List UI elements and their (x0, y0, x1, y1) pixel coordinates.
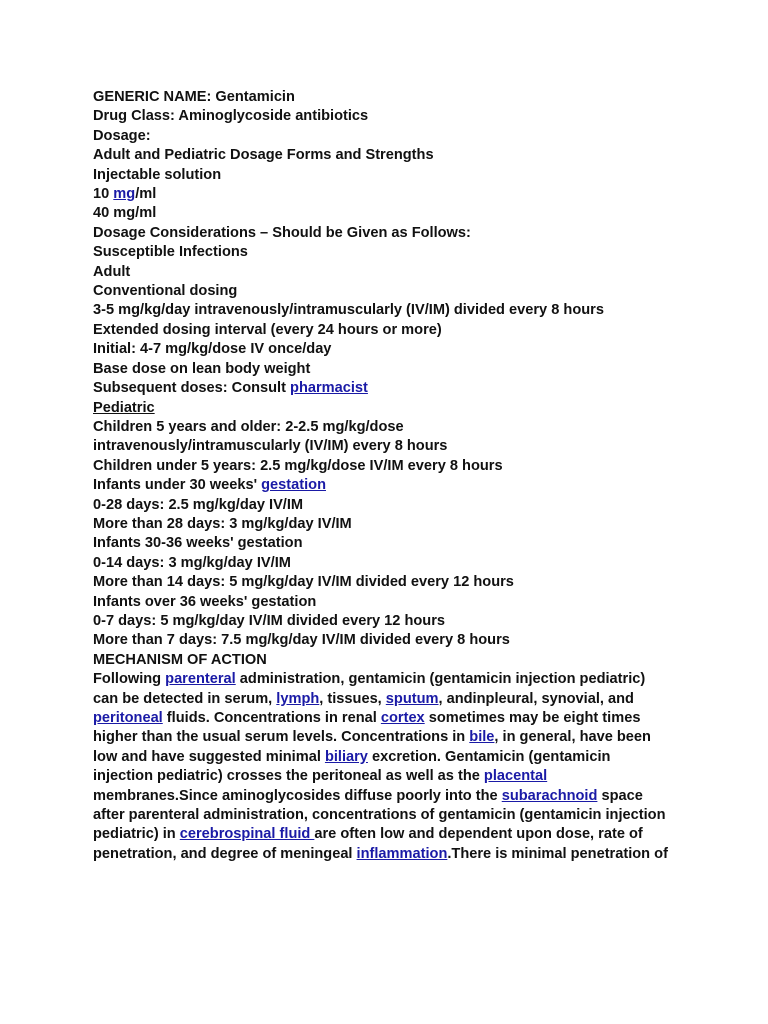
pharmacist-link[interactable]: pharmacist (290, 380, 368, 397)
subsequent-doses (93, 379, 683, 398)
subarachnoid-link[interactable]: subarachnoid (501, 787, 598, 804)
conventional-dose: 3-5 mg/kg/day intravenously/intramuscularly (IV/IM) divided every 8 hours (93, 302, 604, 319)
children-5-line-2: intravenously/intramuscularly (IV/IM) every 8 hours (93, 438, 448, 455)
mechanism-paragraph (93, 670, 668, 864)
sputum-link[interactable]: sputum (385, 690, 439, 707)
dose-0-14-days: 0-14 days: 3 mg/kg/day IV/IM (93, 554, 291, 571)
cerebrospinal-fluid-link[interactable]: cerebrospinal fluid (179, 826, 315, 843)
dosage-considerations: Dosage Considerations – Should be Given as Follows: (93, 224, 471, 241)
dose-more-14-days: More than 14 days: 5 mg/kg/day IV/IM divided every 12 hours (93, 574, 514, 591)
cortex-link[interactable]: cortex (380, 710, 425, 726)
drug-monograph-document (93, 88, 683, 864)
parenteral-link[interactable]: parenteral (165, 671, 236, 688)
mech-text-10: space after parenteral administration, concentrations of gentamicin (gentamicin injection pediatric) in (93, 787, 666, 843)
infants-under-30 (93, 476, 683, 495)
infants-30-36: Infants 30-36 weeks' gestation (93, 535, 303, 552)
drug-class: Drug Class: Aminoglycoside antibiotics (93, 108, 369, 125)
gestation-link[interactable]: gestation (261, 477, 326, 494)
lymph-link[interactable]: lymph (276, 690, 320, 707)
mech-text-8: excretion. Gentamicin (gentamicin injection pediatric) crosses the peritoneal as well as the (93, 748, 611, 785)
mech-text-1: Following (93, 671, 166, 688)
dose-0-7-days: 0-7 days: 5 mg/kg/day IV/IM divided every 12 hours (93, 612, 446, 629)
initial-dose: Initial: 4-7 mg/kg/dose IV once/day (93, 341, 332, 358)
children-5-line-1: Children 5 years and older: 2-2.5 mg/kg/dose (93, 418, 404, 435)
mech-text-12: .There is minimal penetration of (447, 845, 668, 862)
adult-heading: Adult (93, 263, 131, 280)
children-under-5: Children under 5 years: 2.5 mg/kg/dose IV/IM every 8 hours (93, 457, 503, 474)
injectable-solution: Injectable solution (93, 166, 222, 183)
mech-text-11: are often low and dependent upon dose, rate of penetration, and degree of meningeal (93, 826, 643, 862)
biliary-link[interactable]: biliary (324, 748, 368, 765)
strength-10mg (93, 185, 683, 204)
susceptible-infections: Susceptible Infections (93, 244, 248, 261)
mechanism-heading: MECHANISM OF ACTION (93, 651, 267, 668)
dosage-heading: Dosage: (93, 127, 151, 144)
inflammation-link[interactable]: inflammation (356, 845, 448, 862)
strength-10mg-suffix: /ml (135, 186, 157, 203)
dose-0-28-days: 0-28 days: 2.5 mg/kg/day IV/IM (93, 496, 304, 513)
base-dose: Base dose on lean body weight (93, 360, 311, 377)
conventional-dosing: Conventional dosing (93, 283, 238, 300)
dose-more-28-days: More than 28 days: 3 mg/kg/day IV/IM (93, 515, 352, 532)
peritoneal-link[interactable]: peritoneal (93, 710, 163, 726)
generic-name: GENERIC NAME: Gentamicin (93, 89, 295, 105)
subsequent-doses-prefix: Subsequent doses: Consult (93, 380, 291, 397)
extended-dosing: Extended dosing interval (every 24 hours or more) (93, 321, 442, 338)
infants-under-30-prefix: Infants under 30 weeks' (93, 477, 262, 494)
mg-link[interactable]: mg (113, 186, 136, 203)
mech-text-2: administration, gentamicin (gentamicin injection pediatric) can be detected in serum, (93, 671, 646, 707)
dose-more-7-days: More than 7 days: 7.5 mg/kg/day IV/IM divided every 8 hours (93, 632, 510, 649)
pediatric-heading: Pediatric (93, 399, 155, 416)
mech-text-5: fluids. Concentrations in renal (162, 710, 381, 726)
placental-link[interactable]: placental (483, 768, 548, 785)
infants-over-36: Infants over 36 weeks' gestation (93, 593, 317, 610)
forms-heading: Adult and Pediatric Dosage Forms and Strengths (93, 147, 434, 164)
mech-text-9: membranes.Since aminoglycosides diffuse poorly into the (93, 787, 502, 804)
mech-text-3: , tissues, (319, 690, 386, 707)
strength-40mg: 40 mg/ml (93, 205, 157, 222)
strength-10mg-prefix: 10 (93, 186, 114, 203)
mech-text-7: , in general, have been low and have suggested minimal (93, 729, 651, 765)
mech-text-4: , andinpleural, synovial, and (438, 690, 634, 707)
mech-text-6: sometimes may be eight times higher than the usual serum levels. Concentrations in (93, 710, 641, 746)
bile-link[interactable]: bile (469, 729, 495, 746)
